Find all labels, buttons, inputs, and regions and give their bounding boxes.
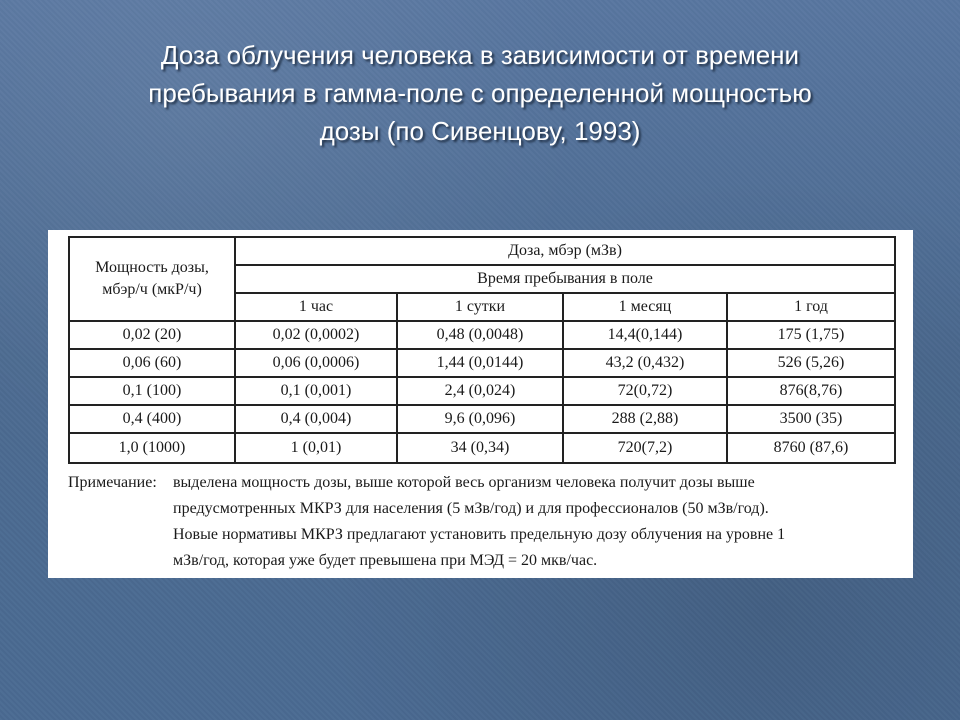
dose-cell: 43,2 (0,432) (563, 349, 727, 377)
dose-cell: 526 (5,26) (727, 349, 895, 377)
note-first-line (68, 470, 898, 496)
note-line-4: мЗв/год, которая уже будет превышена при МЭД = 20 мкв/час. (173, 552, 598, 569)
rate-header-line-2: мбэр/ч (мкР/ч) (102, 281, 202, 298)
rate-cell: 1,0 (1000) (69, 433, 235, 463)
table-frame (68, 236, 894, 464)
table-row (69, 433, 895, 463)
dose-table (68, 236, 896, 464)
dose-cell: 0,48 (0,0048) (397, 321, 563, 349)
table-note (68, 470, 898, 574)
dose-cell: 1 (0,01) (235, 433, 397, 463)
dose-cell: 9,6 (0,096) (397, 405, 563, 433)
slide-title (40, 36, 920, 150)
dose-cell: 288 (2,88) (563, 405, 727, 433)
title-line-2: пребывания в гамма-поле с определенной мощностью (148, 78, 812, 108)
rate-header (69, 237, 235, 321)
dose-cell: 175 (1,75) (727, 321, 895, 349)
note-label: Примечание: (68, 474, 157, 491)
period-header: 1 час (235, 293, 397, 321)
table-row (69, 349, 895, 377)
dose-cell: 1,44 (0,0144) (397, 349, 563, 377)
dose-cell: 0,06 (0,0006) (235, 349, 397, 377)
rate-cell: 0,02 (20) (69, 321, 235, 349)
table-row (69, 405, 895, 433)
dose-cell: 876(8,76) (727, 377, 895, 405)
dose-cell: 0,02 (0,0002) (235, 321, 397, 349)
table-image (48, 230, 913, 578)
dose-cell: 0,1 (0,001) (235, 377, 397, 405)
period-header: 1 сутки (397, 293, 563, 321)
rate-cell: 0,1 (100) (69, 377, 235, 405)
note-line-3: Новые нормативы МКРЗ предлагают установить предельную дозу облучения на уровне 1 (173, 526, 786, 543)
dose-cell: 14,4(0,144) (563, 321, 727, 349)
table-row (69, 377, 895, 405)
period-header: 1 месяц (563, 293, 727, 321)
rate-cell: 0,4 (400) (69, 405, 235, 433)
title-line-3: дозы (по Сивенцову, 1993) (319, 116, 641, 146)
period-header: 1 год (727, 293, 895, 321)
rate-cell: 0,06 (60) (69, 349, 235, 377)
dose-cell: 2,4 (0,024) (397, 377, 563, 405)
dose-cell: 72(0,72) (563, 377, 727, 405)
dose-cell: 3500 (35) (727, 405, 895, 433)
time-header: Время пребывания в поле (235, 265, 895, 293)
title-line-1: Доза облучения человека в зависимости от времени (160, 40, 800, 70)
dose-cell: 720(7,2) (563, 433, 727, 463)
rate-header-line-1: Мощность дозы, (95, 259, 209, 276)
note-line-1: выделена мощность дозы, выше которой весь организм человека получит дозы выше (173, 474, 755, 491)
dose-cell: 0,4 (0,004) (235, 405, 397, 433)
dose-header: Доза, мбэр (мЗв) (235, 237, 895, 265)
dose-cell: 34 (0,34) (397, 433, 563, 463)
dose-cell: 8760 (87,6) (727, 433, 895, 463)
note-line-2: предусмотренных МКРЗ для населения (5 мЗв/год) и для профессионалов (50 мЗв/год). (173, 500, 769, 517)
table-row (69, 321, 895, 349)
